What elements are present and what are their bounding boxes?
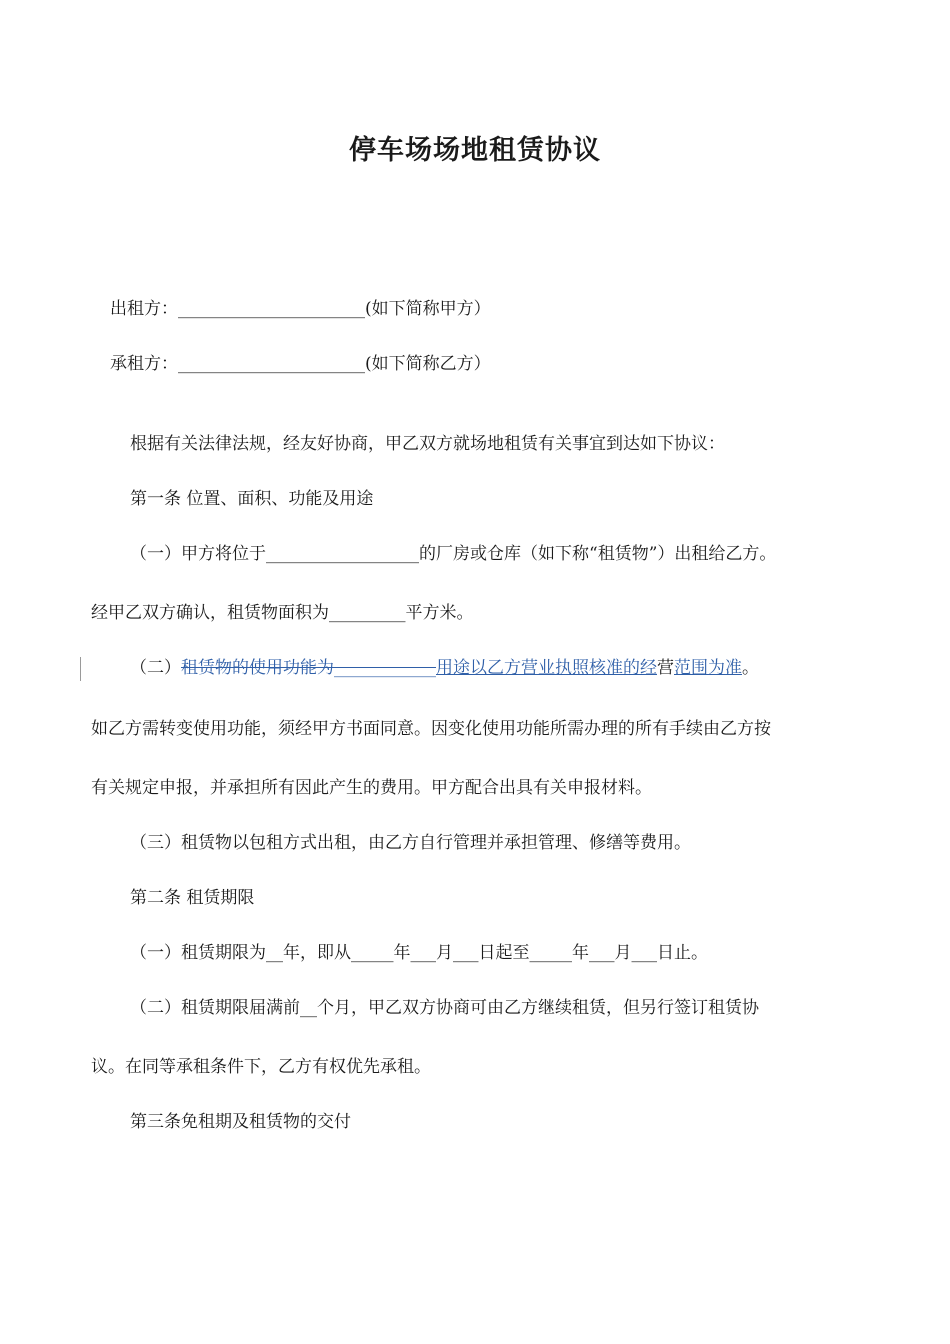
- clause-text: 营: [657, 658, 674, 678]
- location-blank: __________________: [266, 544, 419, 564]
- article-2-heading: 第二条 租赁期限: [130, 888, 255, 908]
- clause-text: 经甲乙双方确认，租赁物面积为: [91, 603, 329, 623]
- article-1-clause-2-line-2: 如乙方需转变使用功能，须经甲方书面同意。因变化使用功能所需办理的所有手续由乙方按: [91, 719, 771, 739]
- inserted-revision-text: 范围为准: [674, 658, 742, 678]
- article-1-clause-1-line-2: [91, 601, 474, 625]
- lessor-line: [110, 297, 491, 321]
- lessee-blank: ______________________: [178, 354, 365, 374]
- article-3-heading: 第三条免租期及租赁物的交付: [130, 1112, 351, 1132]
- inserted-revision-text: 用途以乙方营业执照核准的经: [436, 658, 657, 678]
- document-title: 停车场场地租赁协议: [349, 135, 601, 166]
- clause-number: （二）: [130, 658, 181, 678]
- article-2-clause-2-line-1: （二）租赁期限届满前__个月，甲乙双方协商可由乙方继续租赁，但另行签订租赁协: [130, 998, 759, 1018]
- article-1-clause-3: （三）租赁物以包租方式出租，由乙方自行管理并承担管理、修缮等费用。: [130, 833, 691, 853]
- clause-text: 。: [742, 658, 759, 678]
- article-1-clause-2-line-3: 有关规定申报，并承担所有因此产生的费用。甲方配合出具有关申报材料。: [91, 778, 652, 798]
- lessee-label: 承租方：: [110, 354, 178, 374]
- article-1-clause-2-line-1: [130, 656, 759, 680]
- article-2-clause-2-line-2: 议。在同等承租条件下，乙方有权优先承租。: [91, 1057, 431, 1077]
- clause-text: （一）甲方将位于: [130, 544, 266, 564]
- article-1-heading: 第一条 位置、面积、功能及用途: [130, 489, 374, 509]
- article-1-clause-1-line-1: [130, 542, 776, 566]
- lessor-suffix: (如下简称甲方）: [365, 299, 491, 319]
- revision-change-bar: [80, 657, 81, 681]
- deleted-revision-text: 租赁物的使用功能为____________: [181, 658, 436, 678]
- preamble: 根据有关法律法规，经友好协商，甲乙双方就场地租赁有关事宜到达如下协议：: [130, 434, 725, 454]
- clause-text: 的厂房或仓库（如下称“租赁物”）出租给乙方。: [419, 544, 777, 564]
- area-blank: _________: [329, 603, 406, 623]
- article-2-clause-1: （一）租赁期限为__年，即从_____年___月___日起至_____年___月___日止。: [130, 943, 708, 963]
- lessee-suffix: (如下简称乙方）: [365, 354, 491, 374]
- lessor-label: 出租方：: [110, 299, 178, 319]
- lessor-blank: ______________________: [178, 299, 365, 319]
- clause-text: 平方米。: [405, 603, 474, 623]
- lessee-line: [110, 352, 491, 376]
